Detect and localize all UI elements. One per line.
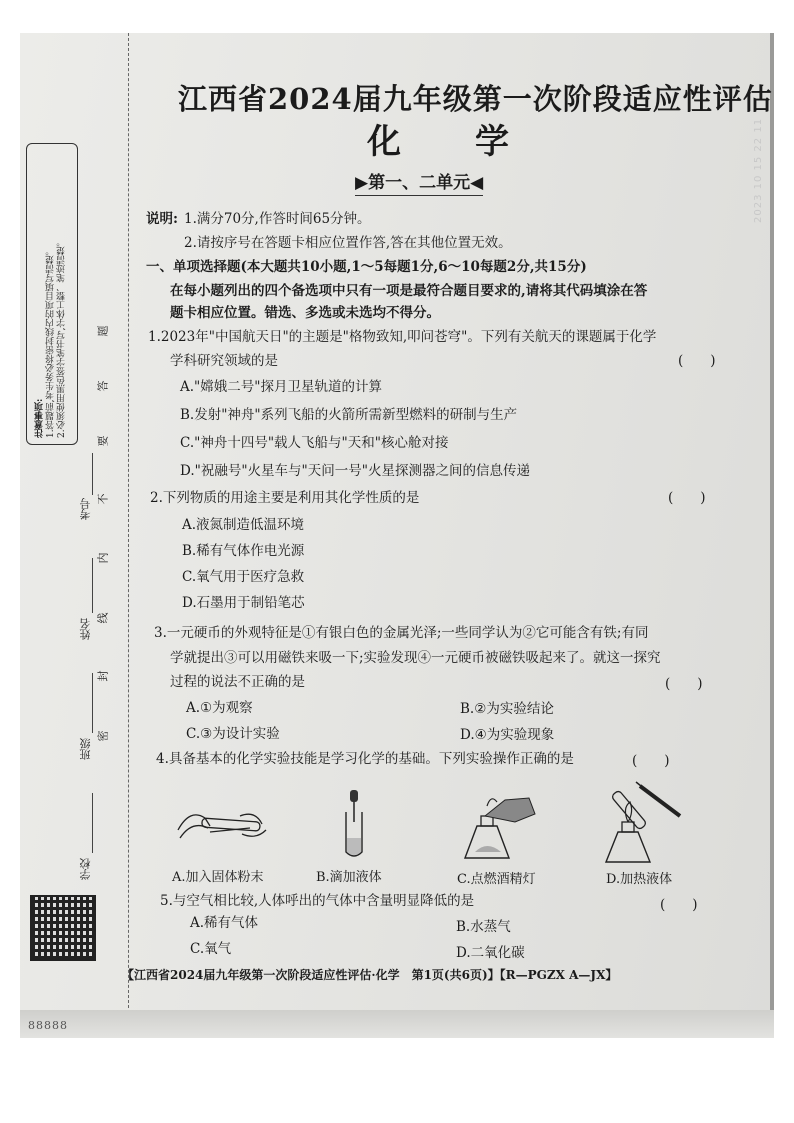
- q4-option-c: C.点燃酒精灯: [457, 872, 536, 887]
- qr-code: [30, 895, 96, 961]
- q3-stem-line-3: 过程的说法不正确的是: [170, 674, 305, 690]
- q2-stem: 2.下列物质的用途主要是利用其化学性质的是: [150, 490, 420, 506]
- q5-stem: 5.与空气相比较,人体呼出的气体中含量明显降低的是: [160, 893, 475, 909]
- section-desc-line-1: 在每小题列出的四个备选项中只有一项是最符合题目要求的,请将其代码填涂在答: [170, 283, 648, 299]
- field-school-line: [92, 793, 93, 853]
- section-heading: 一、单项选择题(本大题共10小题,1～5每题1分,6～10每题2分,共15分): [146, 259, 587, 275]
- q4-option-a: A.加入固体粉末: [172, 870, 264, 885]
- code-number: 88888: [28, 1019, 68, 1032]
- field-name-label: 姓名: [79, 618, 92, 640]
- fig-a-solid-powder-illustration: [170, 790, 270, 860]
- q5-answer-paren: ( ): [660, 897, 698, 913]
- seal-char: 不: [96, 493, 110, 505]
- field-class-label: 班级: [79, 738, 92, 760]
- unit-label: ▶第一、二单元◀: [355, 168, 483, 196]
- q4-answer-paren: ( ): [632, 753, 670, 769]
- seal-char: 答: [96, 380, 110, 392]
- seal-char: 题: [96, 325, 110, 337]
- q2-option-b: B.稀有气体作电光源: [182, 543, 305, 559]
- q5-option-a: A.稀有气体: [190, 915, 259, 931]
- q2-option-c: C.氧气用于医疗急救: [182, 569, 305, 585]
- q3-answer-paren: ( ): [665, 676, 703, 692]
- q3-option-c: C.③为设计实验: [186, 726, 280, 742]
- binding-dashed-line: [128, 33, 129, 1023]
- q1-stem-line-2: 学科研究领域的是: [170, 353, 278, 369]
- q2-answer-paren: ( ): [668, 490, 706, 506]
- q1-answer-paren: ( ): [678, 353, 716, 369]
- page-footer: 【江西省2024届九年级第一次阶段适应性评估·化学 第1页(共6页)】【R—PGZX A—JX】: [122, 968, 618, 982]
- section-desc-line-2: 题卡相应位置。错选、多选或未选均不得分。: [170, 305, 440, 321]
- notice-title: 注意事项:: [35, 398, 45, 438]
- q3-option-d: D.④为实验现象: [460, 727, 555, 743]
- exam-title: 江西省2024届九年级第一次阶段适应性评估: [178, 82, 773, 116]
- q3-option-a: A.①为观察: [186, 700, 253, 716]
- photo-bottom-edge: [20, 1010, 774, 1038]
- fig-d-heating-liquid-illustration: [600, 776, 690, 868]
- q5-option-c: C.氧气: [190, 941, 232, 957]
- q5-option-d: D.二氧化碳: [456, 945, 525, 961]
- q4-stem: 4.具备基本的化学实验技能是学习化学的基础。下列实验操作正确的是: [156, 751, 574, 767]
- field-id-line: [92, 453, 93, 495]
- fig-c-lighting-alcohol-lamp-illustration: [455, 792, 545, 864]
- q1-option-d: D."祝融号"火星车与"天问一号"火星探测器之间的信息传递: [180, 463, 530, 479]
- seal-char: 线: [96, 612, 110, 624]
- q4-option-b: B.滴加液体: [316, 870, 382, 885]
- instructions-label: 说明:: [146, 211, 178, 227]
- seal-char: 要: [96, 435, 110, 447]
- instruction-item-2: 2.请按序号在答题卡相应位置作答,答在其他位置无效。: [184, 235, 512, 251]
- seal-char: 密: [96, 730, 110, 742]
- q3-option-b: B.②为实验结论: [460, 701, 554, 717]
- field-class-line: [92, 673, 93, 733]
- field-id-label: 考号: [79, 498, 92, 520]
- subject-title: 化 学: [367, 122, 529, 162]
- notice-item-1: 1.答题前,考生务必将密封线内的项目填写清楚。: [46, 246, 56, 438]
- photo-timestamp: 2023 10 15 22 11: [753, 117, 764, 223]
- field-school-label: 学校: [79, 858, 92, 880]
- fig-b-dropper-illustration: [330, 790, 380, 860]
- notice-box: [26, 143, 78, 445]
- binding-margin: [20, 33, 130, 1033]
- instruction-item-1: 1.满分70分,作答时间65分钟。: [184, 211, 371, 227]
- q1-option-c: C."神舟十四号"载人飞船与"天和"核心舱对接: [180, 435, 449, 451]
- q5-option-b: B.水蒸气: [456, 919, 511, 935]
- q3-stem-line-2: 学就提出③可以用磁铁来吸一下;实验发现④一元硬币被磁铁吸起来了。就这一探究: [170, 650, 661, 666]
- q1-option-a: A."嫦娥二号"探月卫星轨道的计算: [180, 379, 382, 395]
- q2-option-a: A.液氮制造低温环境: [182, 517, 305, 533]
- seal-char: 内: [96, 552, 110, 564]
- field-name-line: [92, 558, 93, 613]
- seal-char: 封: [96, 670, 110, 682]
- q1-option-b: B.发射"神舟"系列飞船的火箭所需新型燃料的研制与生产: [180, 407, 518, 423]
- q2-option-d: D.石墨用于制铅笔芯: [182, 595, 305, 611]
- q3-stem-line-1: 3.一元硬币的外观特征是①有银白色的金属光泽;一些同学认为②它可能含有铁;有同: [154, 625, 649, 641]
- notice-item-2: 2.必须使用黑色签字笔书写,字体工整、笔迹清楚。: [57, 237, 67, 438]
- notice-text: [35, 148, 68, 438]
- page-shadow-edge: [770, 33, 774, 1038]
- q1-stem-line-1: 1.2023年"中国航天日"的主题是"格物致知,叩问苍穹"。下列有关航天的课题属于化学: [148, 329, 657, 345]
- q4-option-d: D.加热液体: [606, 872, 673, 887]
